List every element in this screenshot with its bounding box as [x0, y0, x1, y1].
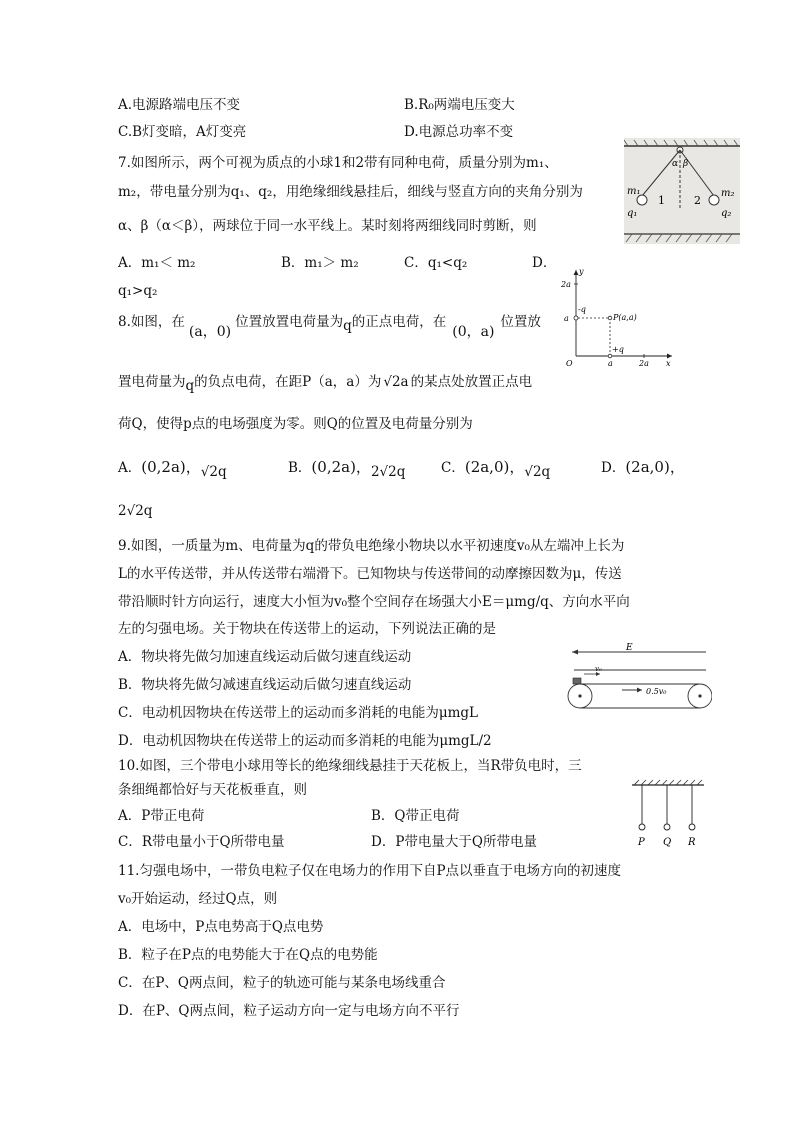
m1-label: m₁ — [627, 186, 641, 197]
q9-option-b: B．物块将先做匀减速直线运动后做匀速直线运动 — [118, 677, 412, 693]
q8-stem-line-1 — [118, 313, 541, 340]
label-q: Q — [663, 837, 672, 848]
q9-stem-line: 带沿顺时针方向运行，速度大小恒为v₀整个空间存在场强大小E＝μmg/q、方向水平向 — [118, 594, 630, 610]
q9-stem-line: 左的匀强电场。关于物块在传送带上的运动，下列说法正确的是 — [118, 621, 496, 637]
q8-coordinate-figure — [560, 264, 678, 368]
q10-option-c: C．R带电量小于Q所带电量 — [118, 834, 285, 850]
q8-symbol-q: q — [185, 378, 195, 394]
q6-option-d: D.电源总功率不变 — [404, 124, 514, 140]
q10-option-b: B．Q带正电荷 — [371, 808, 460, 824]
q9-conveyor-figure — [566, 643, 712, 713]
q11-option-c: C．在P、Q两点间，粒子的轨迹可能与某条电场线重合 — [118, 975, 446, 991]
q8-stem-line-2 — [118, 373, 533, 394]
ball-q — [664, 824, 670, 830]
q6-option-c: C.B灯变暗，A灯变亮 — [118, 124, 247, 140]
q10-three-balls-figure — [630, 778, 706, 850]
y-axis-label: y — [579, 267, 584, 276]
q7-stem-line: m₂，带电量分别为q₁、q₂，用绝缘细线悬挂后，细线与竖直方向的夹角分别为 — [118, 184, 583, 200]
q8-text: 置电荷量为 — [118, 374, 186, 390]
q9-option-c: C．电动机因物块在传送带上的运动而多消耗的电能为μmgL — [118, 705, 479, 721]
q8-distance: √2a — [383, 374, 409, 390]
q11-stem-line: 11.匀强电场中，一带负电粒子仅在电场力的作用下自P点以垂直于电场方向的初速度 — [118, 863, 622, 879]
q11-option-b: B．粒子在P点的电势能大于在Q点的电势能 — [118, 947, 378, 963]
q2-label: q₂ — [721, 208, 732, 219]
q8-text: 的某点处放置正点电 — [410, 374, 533, 390]
q7-option-c: C．q₁<q₂ — [404, 255, 468, 271]
pos-charge-label: +q — [612, 345, 624, 354]
q9-stem-line: 9.如图，一质量为m、电荷量为q的带负电绝缘小物块以水平初速度v₀从左端冲上长为 — [118, 538, 625, 554]
point-p-label: P(a,a) — [613, 313, 637, 322]
field-label: E — [626, 643, 633, 653]
q10-stem-line: 条细绳都恰好与天花板垂直，则 — [118, 782, 307, 798]
label-p: P — [638, 837, 645, 848]
x-axis-label: x — [666, 359, 671, 368]
label-r: R — [688, 837, 696, 848]
neg-charge-label: -q — [578, 305, 586, 314]
block — [573, 678, 581, 684]
q7-stem-line: α、β（α＜β），两球位于同一水平线上。某时刻将两细线同时剪断，则 — [118, 218, 537, 234]
q7-option-a: A．m₁＜ m₂ — [118, 255, 196, 271]
q7-option-b: B．m₁＞ m₂ — [281, 255, 359, 271]
q9-stem-line: L的水平传送带，并从传送带右端滑下。已知物块与传送带间的动摩擦因数为μ，传送 — [118, 566, 622, 582]
q7-hanging-balls-figure — [624, 138, 740, 244]
ball-2-label: 2 — [694, 194, 701, 207]
q7-stem-line: 7.如图所示，两个可视为质点的小球1和2带有同种电荷，质量分别为m₁、 — [118, 155, 558, 171]
ball-r — [689, 824, 695, 830]
q8-option-b: B．(0,2a)，2√2q — [288, 458, 406, 480]
q8-option-a: A．(0,2a)，√2q — [118, 458, 227, 480]
q6-option-a: A.电源路端电压不变 — [118, 97, 241, 113]
q11-option-d: D．在P、Q两点间，粒子运动方向一定与电场方向不平行 — [118, 1003, 460, 1019]
q8-option-d: D．(2a,0)， — [601, 458, 685, 476]
m2-label: m₂ — [721, 188, 735, 199]
q8-text: 的负点电荷，在距P（a，a）为 — [194, 374, 382, 390]
q8-stem-line-3: 荷Q，使得p点的电场强度为零。则Q的位置及电荷量分别为 — [118, 416, 473, 432]
y-tick-a: a — [564, 314, 569, 323]
alpha-label: α — [672, 159, 679, 169]
q7-option-d: D． — [532, 255, 557, 271]
x-tick-a: a — [608, 359, 613, 368]
q8-text: 位置放 — [500, 314, 541, 330]
neg-charge — [574, 316, 578, 320]
q8-option-d-cont: 2√2q — [118, 503, 153, 519]
q6-option-b: B.R₀两端电压变大 — [404, 97, 515, 113]
q8-text: 8.如图，在 — [118, 314, 185, 330]
q11-option-a: A．电场中，P点电势高于Q点电势 — [118, 919, 324, 935]
belt-speed-label: 0.5v₀ — [646, 687, 667, 696]
q1-label: q₁ — [627, 208, 638, 219]
ball-2 — [709, 195, 719, 205]
q8-option-c: C．(2a,0)，√2q — [441, 458, 551, 480]
q8-text: 的正点电荷，在 — [351, 314, 447, 330]
pos-charge — [608, 354, 612, 358]
q8-symbol-q: q — [343, 318, 352, 334]
ball-p — [639, 824, 645, 830]
q7-option-d-cont: q₁>q₂ — [118, 283, 158, 299]
q9-option-d: D．电动机因物块在传送带上的运动而多消耗的电能为μmgL/2 — [118, 733, 492, 749]
q11-stem-line: v₀开始运动，经过Q点，则 — [118, 891, 278, 907]
q9-option-a: A．物块将先做匀加速直线运动后做匀速直线运动 — [118, 649, 412, 665]
q10-option-a: A．P带正电荷 — [118, 808, 205, 824]
q10-option-d: D．P带电量大于Q所带电量 — [371, 834, 537, 850]
q8-coord-negative: (0，a) — [452, 324, 495, 340]
v0-label: v₀ — [595, 665, 602, 673]
ball-1-label: 1 — [658, 194, 665, 207]
q8-text: 位置放置电荷量为 — [235, 314, 344, 330]
q8-coord-positive: (a，0) — [188, 324, 232, 340]
q10-stem-line: 10.如图，三个带电小球用等长的绝缘细线悬挂于天花板上，当R带负电时，三 — [118, 758, 582, 774]
x-tick-2a: 2a — [639, 359, 649, 368]
y-tick-2a: 2a — [561, 280, 571, 289]
beta-label: β — [683, 159, 689, 169]
point-p — [608, 316, 612, 320]
origin-label: O — [566, 359, 573, 368]
